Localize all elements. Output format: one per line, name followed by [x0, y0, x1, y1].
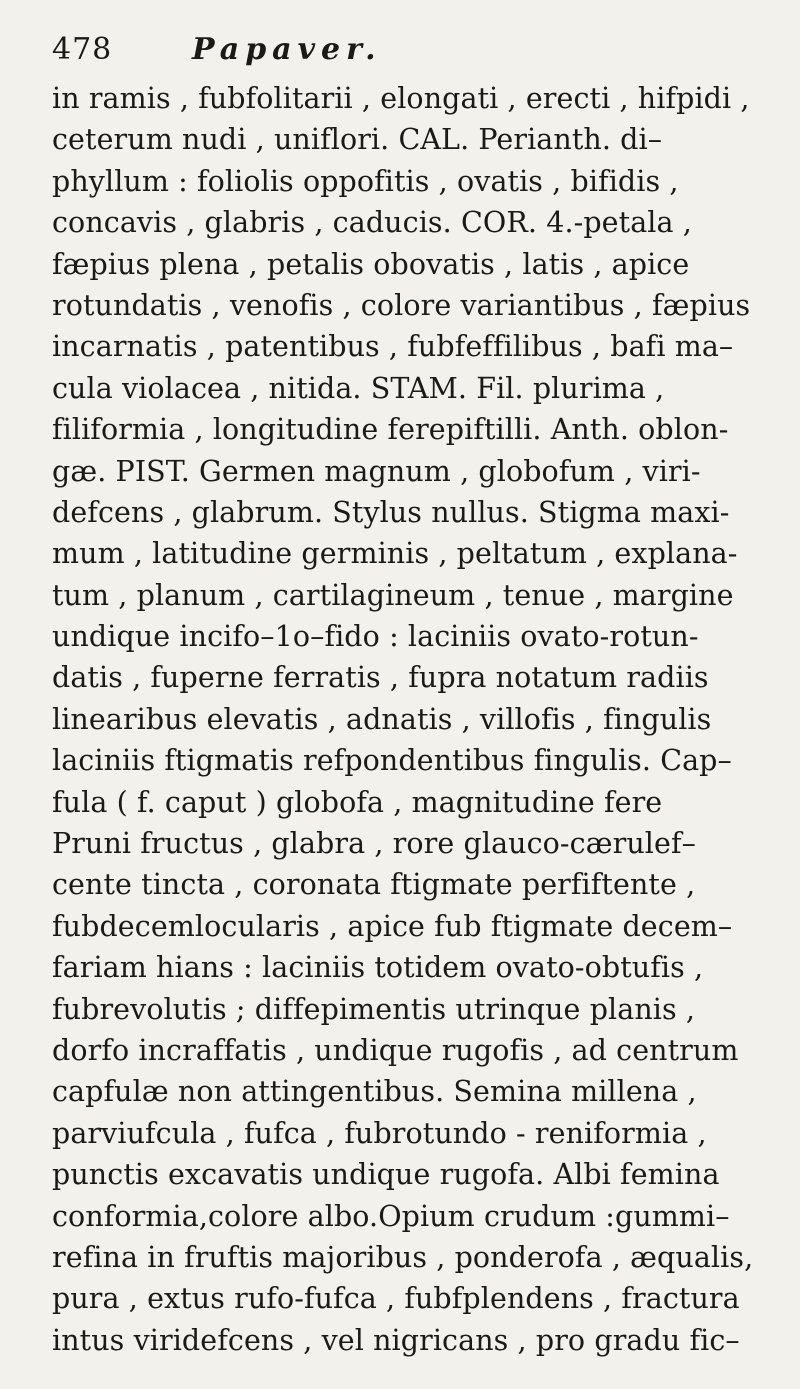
text-line: punctis excavatis undique rugofa. Albi femina: [52, 1158, 720, 1192]
text-line: intus viridefcens , vel nigricans , pro gradu fic–: [52, 1323, 740, 1357]
text-line: cula violacea , nitida. STAM. Fil. plurima ,: [52, 371, 665, 405]
text-line: laciniis ftigmatis refpondentibus fingulis. Cap–: [52, 744, 732, 778]
text-line: cente tincta , coronata ftigmate perfiftente ,: [52, 868, 696, 902]
text-line: fariam hians : laciniis totidem ovato-obtufis ,: [52, 951, 704, 985]
text-line: concavis , glabris , caducis. COR. 4.-petala ,: [52, 206, 692, 240]
text-line: phyllum : foliolis oppofitis , ovatis , bifidis ,: [52, 164, 679, 198]
text-line: ceterum nudi , uniflori. CAL. Perianth. di–: [52, 123, 663, 157]
text-line: datis , fuperne ferratis , fupra notatum radiis: [52, 661, 709, 695]
text-line: fubrevolutis ; diffepimentis utrinque planis ,: [52, 992, 696, 1026]
running-title: Papaver.: [192, 32, 382, 67]
text-line: fubdecemlocularis , apice fub ftigmate decem–: [52, 909, 733, 943]
text-line: gæ. PIST. Germen magnum , globofum , viri-: [52, 454, 701, 488]
text-line: tum , planum , cartilagineum , tenue , margine: [52, 578, 734, 612]
text-line: fæpius plena , petalis obovatis , latis , apice: [52, 247, 690, 281]
text-line: linearibus elevatis , adnatis , villofis , fingulis: [52, 702, 712, 736]
text-line: refina in fruftis majoribus , ponderofa , æqualis,: [52, 1240, 754, 1274]
text-line: undique incifo–1o–fido : laciniis ovato-rotun-: [52, 620, 699, 654]
text-line: dorfo incraffatis , undique rugofis , ad centrum: [52, 1033, 739, 1067]
text-line: parviufcula , fufca , fubrotundo - reniformia ,: [52, 1116, 707, 1150]
text-line: capfulæ non attingentibus. Semina millena ,: [52, 1075, 697, 1109]
text-line: defcens , glabrum. Stylus nullus. Stigma maxi-: [52, 495, 730, 529]
text-line: filiformia , longitudine ferepiftilli. Anth. oblon-: [52, 413, 729, 447]
text-line: conformia,colore albo.Opium crudum :gummi–: [52, 1199, 730, 1233]
text-line: pura , extus rufo-fufca , fubfplendens , fractura: [52, 1282, 740, 1316]
body-text: [52, 78, 782, 1361]
page-header: [52, 32, 776, 76]
page-number: 478: [52, 32, 113, 67]
text-line: Pruni fructus , glabra , rore glauco-cærulef–: [52, 827, 696, 861]
text-line: fula ( f. caput ) globofa , magnitudine fere: [52, 785, 663, 819]
text-line: in ramis , fubfolitarii , elongati , erecti , hifpidi ,: [52, 82, 750, 115]
text-line: mum , latitudine germinis , peltatum , explana-: [52, 537, 738, 571]
text-line: rotundatis , venofis , colore variantibus , fæpius: [52, 288, 751, 322]
text-line: incarnatis , patentibus , fubfeffilibus , bafi ma–: [52, 330, 734, 364]
